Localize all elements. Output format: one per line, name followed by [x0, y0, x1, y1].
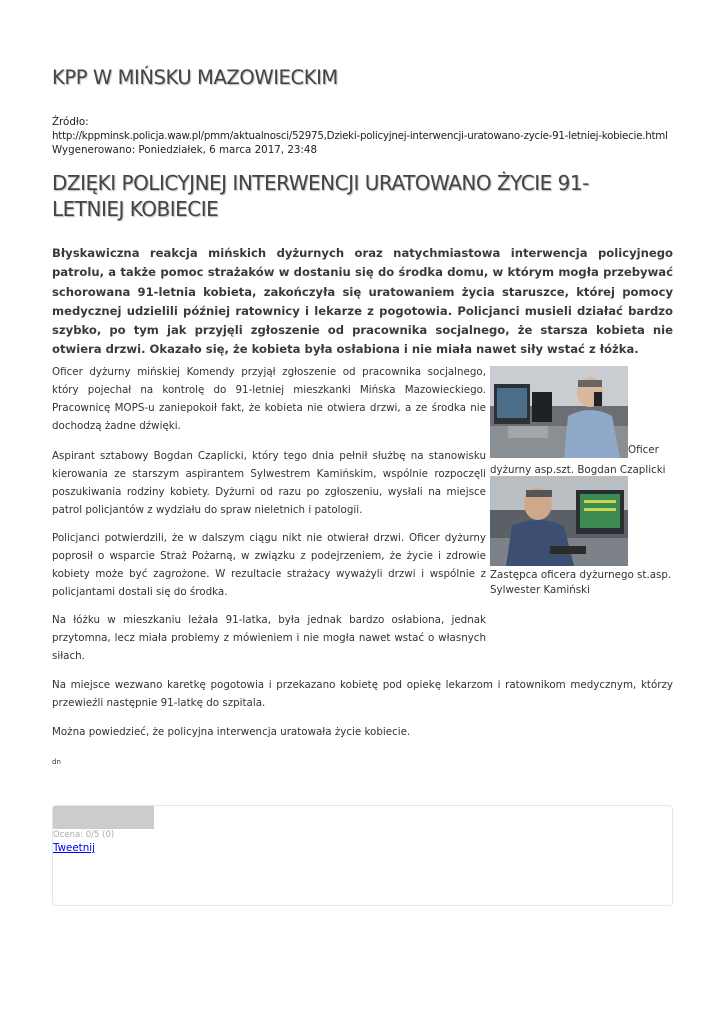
article-paragraph-4: Na łóżku w mieszkaniu leżała 91-latka, była jednak bardzo osłabiona, jednak przytomna, lecz miała problemy z mówieniem i nie mogła nawet wstać o własnych siłach. [52, 614, 486, 662]
author-initials: dn [52, 758, 61, 766]
article-lead: Błyskawiczna reakcja mińskich dyżurnych oraz natychmiastowa interwencja policyjnego patrolu, a także pomoc strażaków w dostaniu się do środka domu, w którym mogła przebywać schorowana 91-letnia kobieta, zakończyła się uratowaniem życia staruszce, której pomocy medycznej udzielili później ratownicy i lekarze z pogotowia. Policjanci musieli działać bardzo szybko, po tym jak przyjęli zgłoszenie od pracownika socjalnego, że starsza kobieta nie otwiera drzwi. Okazało się, że kobieta była osłabiona i nie miała nawet siły wstać z łóżka. [52, 246, 673, 357]
photo-figure-1 [490, 366, 673, 478]
source-url: http://kppminsk.policja.waw.pl/pmm/aktualnosci/52975,Dzieki-policyjnej-interwencji-uratowano-zycie-91-letniej-kobiecie.html [52, 130, 668, 142]
site-title: KPP W MIŃSKU MAZOWIECKIM [52, 66, 338, 89]
tweet-link[interactable]: Tweetnij [53, 842, 95, 854]
photo-caption-2: Zastępca oficera dyżurnego st.asp. Sylwester Kamiński [490, 569, 672, 596]
rating-text: Ocena: 0/5 (0) [53, 830, 115, 840]
photo-figure-2 [490, 476, 676, 598]
photo-duty-officer [490, 366, 628, 458]
article-paragraph-5: Na miejsce wezwano karetkę pogotowia i przekazano kobietę pod opiekę lekarzom i ratownikom medycznym, którzy przewieźli następnie 91-latkę do szpitala. [52, 679, 673, 709]
article-paragraph-3: Policjanci potwierdzili, że w dalszym ciągu nikt nie otwierał drzwi. Oficer dyżurny poprosił o wsparcie Straż Pożarną, w związku z podejrzeniem, że życie i zdrowie kobiety może być zagrożone. W rezultacie strażacy wyważyli drzwi i wspólnie z policjantami dostali się do środka. [52, 532, 486, 598]
rating-share-box [52, 805, 673, 906]
article-title: DZIĘKI POLICYJNEJ INTERWENCJI URATOWANO ŻYCIE 91-LETNIEJ KOBIECIE [52, 171, 589, 221]
photo-caption-1: Oficer dyżurny asp.szt. Bogdan Czaplicki [490, 444, 666, 476]
source-label: Źródło: [52, 116, 89, 128]
rating-stars-widget[interactable] [53, 806, 154, 829]
photo-deputy-officer [490, 476, 628, 566]
generated-date: Wygenerowano: Poniedziałek, 6 marca 2017, 23:48 [52, 144, 318, 156]
source-info [52, 115, 668, 157]
article-paragraph-2: Aspirant sztabowy Bogdan Czaplicki, który tego dnia pełnił służbę na stanowisku kierowania ze starszym aspirantem Sylwestrem Kamińskim, wspólnie rozpoczęli poszukiwania rodziny kobiety. Dyżurni od razu po zgłoszeniu, wysłali na miejsce patrol policjantów z wydziału do spraw nieletnich i patologii. [52, 450, 486, 516]
article-paragraph-1: Oficer dyżurny mińskiej Komendy przyjął zgłoszenie od pracownika socjalnego, który pojechał na kontrolę do 91-letniej mieszkanki Mińska Mazowieckiego. Pracownicę MOPS-u zaniepokoił fakt, że kobieta nie otwiera drzwi, a ze środka nie dochodzą żadne dźwięki. [52, 366, 486, 432]
article-paragraph-6: Można powiedzieć, że policyjna interwencja uratowała życie kobiecie. [52, 726, 411, 738]
